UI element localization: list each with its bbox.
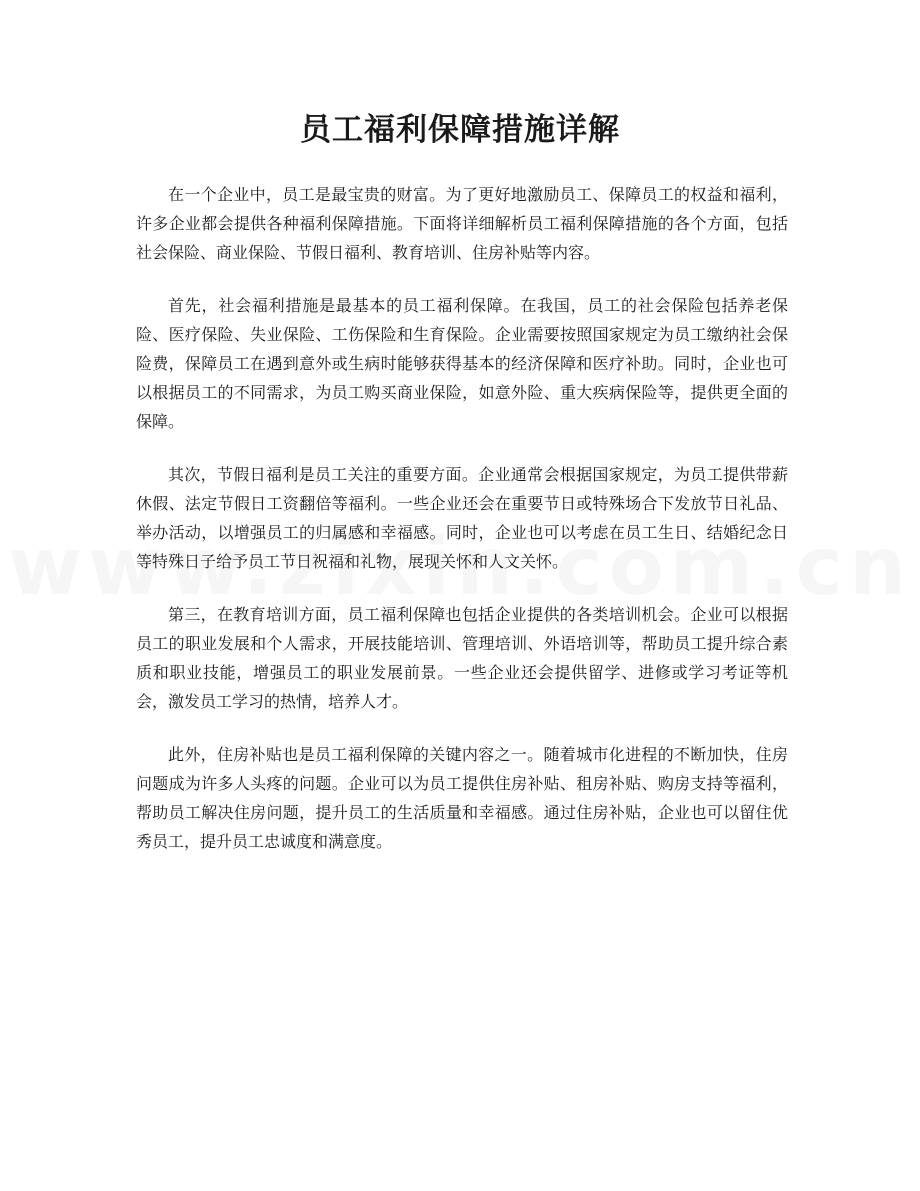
page-title: 员工福利保障措施详解	[300, 112, 620, 148]
document-body	[136, 180, 788, 880]
paragraph-intro: 在一个企业中，员工是最宝贵的财富。为了更好地激励员工、保障员工的权益和福利，许多企业都会提供各种福利保障措施。下面将详细解析员工福利保障措施的各个方面，包括社会保险、商业保险、节假日福利、教育培训、住房补贴等内容。	[136, 185, 788, 262]
paragraph-housing-subsidy: 此外，住房补贴也是员工福利保障的关键内容之一。随着城市化进程的不断加快，住房问题成为许多人头疼的问题。企业可以为员工提供住房补贴、租房补贴、购房支持等福利，帮助员工解决住房问题，提升员工的生活质量和幸福感。通过住房补贴，企业也可以留住优秀员工，提升员工忠诚度和满意度。	[136, 745, 788, 851]
paragraph-holiday-benefits: 其次，节假日福利是员工关注的重要方面。企业通常会根据国家规定，为员工提供带薪休假、法定节假日工资翻倍等福利。一些企业还会在重要节日或特殊场合下发放节日礼品、举办活动，以增强员工的归属感和幸福感。同时，企业也可以考虑在员工生日、结婚纪念日等特殊日子给予员工节日祝福和礼物，展现关怀和人文关怀。	[136, 465, 788, 571]
paragraph-training: 第三，在教育培训方面，员工福利保障也包括企业提供的各类培训机会。企业可以根据员工的职业发展和个人需求，开展技能培训、管理培训、外语培训等，帮助员工提升综合素质和职业技能，增强员工的职业发展前景。一些企业还会提供留学、进修或学习考证等机会，激发员工学习的热情，培养人才。	[136, 605, 788, 711]
paragraph-social-insurance: 首先，社会福利措施是最基本的员工福利保障。在我国，员工的社会保险包括养老保险、医疗保险、失业保险、工伤保险和生育保险。企业需要按照国家规定为员工缴纳社会保险费，保障员工在遇到意外或生病时能够获得基本的经济保障和医疗补助。同时，企业也可以根据员工的不同需求，为员工购买商业保险，如意外险、重大疾病保险等，提供更全面的保障。	[136, 296, 788, 431]
